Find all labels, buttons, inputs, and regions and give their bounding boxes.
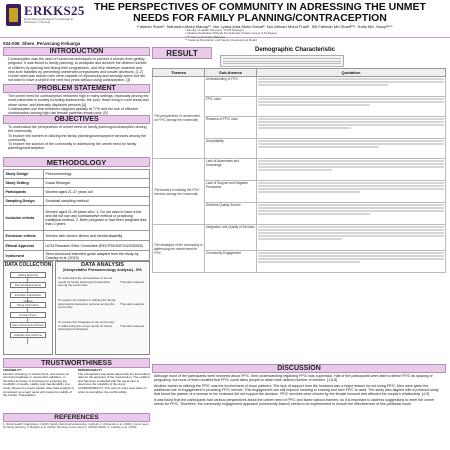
logo-tagline: Empowering Research Knowledge & Kindness in Society	[24, 17, 73, 25]
subtheme-cell: Community Engagement	[205, 251, 257, 273]
subtheme-cell: Lack of Awareness and Knowledge	[205, 159, 257, 181]
data-analysis-heading: DATA ANALYSIS	[81, 262, 124, 268]
trustworthiness-heading: TRUSTWORTHINESS	[3, 358, 150, 368]
results-table	[152, 68, 446, 273]
introduction-text	[3, 57, 150, 83]
logo-mark-icon	[6, 4, 21, 26]
analysis-method: Thematic analysis	[120, 280, 145, 284]
data-collection-step: Analysis and Outcome	[10, 332, 46, 338]
introduction-point: • Unmet need was women who were capable of reproducing and sexually active but did not want to have a child in the next two years without using contraception. [3]	[8, 74, 150, 83]
objectives-text	[3, 125, 150, 151]
methodology-value: UiTM Research Ethic Committee (REC/FSK/MF/2023/00000)	[44, 241, 150, 251]
subtheme-cell: FP/C uses	[205, 97, 257, 117]
subtheme-cell: Integration and Quality of Services	[205, 225, 257, 251]
methodology-key: Exclusion criteria	[4, 231, 44, 241]
methodology-key: Participants	[4, 188, 44, 197]
data-collection-step: Ethics Approval	[10, 272, 46, 278]
authors: Fatimah Shem¹, Maharani Abdul Manap²*, Nur Lyana Aida Abdul Hanaf¹, Nur Afrinah Mohd Fuad¹, Siti Fatimah Md Sharif³**, Sofia Md. Yusop²***	[137, 24, 393, 29]
methodology-heading: METHODOLOGY	[3, 157, 150, 167]
objective-point: • To explore the barriers in utilizing the family planning/contraceptive services among the community.	[8, 134, 150, 143]
problem-text	[3, 94, 150, 115]
analysis-objective: To understand the perspectives of unmet needs for family planning/contraception among the community.	[58, 276, 113, 288]
poster-id: 034-036_Shem_Perancang Keluarga	[3, 41, 81, 46]
methodology-value: Semi-structured interview guide adapted from the study by Crawley et al. (2019)	[44, 251, 150, 261]
quote-cell	[257, 77, 446, 97]
trust-credibility	[3, 369, 75, 398]
result-heading: RESULT	[152, 47, 212, 59]
analysis-method: Thematic analysis	[120, 324, 145, 328]
problem-heading: PROBLEM STATEMENT	[3, 84, 150, 93]
theme-cell: The perspectives of unmet need on FP/C among the community	[153, 77, 205, 159]
trust-dependability	[78, 369, 150, 394]
subtheme-cell: Reasons of FP/C uses	[205, 117, 257, 139]
analysis-objective: To explore the strategies of the community in addressing the unmet needs for family planning/contraception.	[58, 320, 115, 332]
demographic-row	[223, 61, 341, 62]
methodology-value: Women aged 21-49 years who: 1. Do not want to have a kid and did not use any contraceptive method or practicing traditional method. 2. Been pregnant or had been pregnant less than 3 years	[44, 206, 150, 231]
data-collection-step: Study Information	[10, 302, 46, 308]
table-row	[4, 251, 150, 261]
affiliation-3: ³ *** Open University Malaysia	[185, 34, 226, 39]
subtheme-cell: Understanding of FP/C	[205, 77, 257, 97]
demographic-row	[223, 58, 341, 59]
theme-cell: The barriers in utilizing the FP/C services among the community	[153, 159, 205, 225]
subtheme-cell: Deficient Quality Service	[205, 203, 257, 225]
methodology-value: Women with chronic illness and mental disability	[44, 231, 150, 241]
objective-point: • To understand the perspectives of unmet need on family planning/contraception among the community.	[8, 125, 150, 134]
conference-logo	[6, 3, 85, 29]
problem-point: • Contraceptive use that remained stagnant globally at 77% and the use of effective contraception among high-risk female patients remain poor. [5]	[8, 107, 150, 116]
table-row	[4, 197, 150, 206]
demographic-row	[223, 63, 341, 64]
analysis-method: Thematic analysis	[120, 302, 145, 306]
table-row	[4, 231, 150, 241]
discussion-paragraph: It was found that the participants had various perspectives about the unmet need of FP/C and faced various barriers, so it is important to address suggestions to meet the unmet needs for FP/C. Therefore, the community engagement approach (community-based) needs to be implemented to ensure the effectiveness of this particular issue.	[154, 398, 435, 407]
col-quotation: Quotation	[257, 69, 446, 77]
affiliation-1: ¹ Faculty of Health Sciences, UiTM Selangor	[185, 28, 245, 32]
data-collection-heading: DATA COLLECTION	[4, 262, 52, 268]
subtheme-cell: Acceptability	[205, 139, 257, 159]
discussion-paragraph: Although most of the participants were informed about FP/C, their understanding regarding FP/C was superficial. Half of the participants were able to define FP/C as spacing of pregnancy, but none of them recalled that FP/C could allow people to attain their desired number of children. [1,6,8]	[154, 374, 433, 383]
table-row	[153, 225, 446, 251]
methodology-value: Snowball sampling method	[44, 197, 150, 206]
credibility-text: Member checking, in verbal check, was known as informant feedback or respondent validation, in checking accuracy. A technique for exploring the credibility of results, validity and transferability of a study. Review for expert panels. After data analysis is completed, an expert panel will review the validity of the results. Triangulation.	[3, 371, 74, 398]
poster-title: THE PERSPECTIVES OF COMMUNITY IN ADRESSING THE UNMET NEEDS FOR FAMILY PLANNING/CONTRACEPTION	[94, 1, 426, 24]
methodology-table	[3, 169, 150, 261]
dependability-title: DEPENDABILITY	[78, 368, 103, 372]
demographic-table	[220, 55, 344, 67]
affiliations	[185, 29, 345, 43]
problem-point: • The unmet need for contraception remained high in many settings, especially among the most vulnerable in society including adolescents, the poor, those living in rural areas and urban slums, and internally displaced persons [4]	[8, 94, 150, 107]
table-row	[153, 77, 446, 97]
data-collection-step: Consent Form	[10, 312, 46, 318]
methodology-value: Women aged 21-47 years old	[44, 188, 150, 197]
methodology-value: Phenomenology	[44, 170, 150, 179]
data-collection-step: Recruit Respondents	[10, 282, 46, 288]
theme-cell: The strategies of the community in addressing the unmet need for FP/C	[153, 225, 205, 273]
table-row	[4, 241, 150, 251]
credibility-title: CREDIBILITY	[3, 368, 22, 372]
table-row	[4, 170, 150, 179]
quote-cell	[257, 203, 446, 225]
table-row	[4, 206, 150, 231]
poster-header	[0, 0, 450, 43]
quote-cell	[257, 181, 446, 203]
discussion-heading: DISCUSSION	[152, 364, 446, 373]
objective-point: • To explore the solution of the community in addressing the unmet need for family planning/contraception.	[8, 142, 150, 151]
affiliation-2: ² Jabatan Kesihatan Wilayah Persekutuan Kuala Lumpur & Putrajaya	[185, 31, 277, 36]
discussion-paragraph: Another barrier to utilizing the FP/C was the involvement of close partners. The lack of support from the husband was a major reason for not using FP/C. Men were given the traditional role of engagement in providing FP/C service. This engagement can still improve meeting or sharing and then FP/C is used. The study also aligned with a previous study that found the partner of a woman or her husband did not support the decision. FP/C services were chosen by the female focused and affected the couple's relationship. [4,9]	[154, 383, 439, 397]
methodology-key: Ethical Approval	[4, 241, 44, 251]
logo-wordmark: ERKKS25	[24, 3, 85, 18]
introduction-point: • Contraception was the used of numerous techniques to prevent a woman from getting pregnant. It was linked to family planning, to anticipate and achieve the desired number of children by spacing and timing their pregnancies, and help minimize maternal and new-born fatalities by preventing unintended pregnancies and unsafe abortions. [1,2]	[8, 57, 150, 74]
table-row	[153, 159, 446, 181]
col-themes: Themes	[153, 69, 205, 77]
subtheme-cell: Lack of Support and Negative Perception	[205, 181, 257, 203]
quote-cell	[257, 225, 446, 251]
table-row	[4, 188, 150, 197]
methodology-key: Study Design	[4, 170, 44, 179]
col-subthemes: Sub-themes	[205, 69, 257, 77]
objectives-heading: OBJECTIVES	[3, 115, 150, 124]
dependability-text: The researchers was audio-taped with the transcribed data for the accuracy of the transcription. The codified and has been evaluated with the supervisor to determine the reliability of the study. CONFIRMABILITY: Two sets of notes were taken in order to strengthen the confirmability.	[78, 371, 150, 394]
methodology-key: Sampling Design	[4, 197, 44, 206]
methodology-key: Inclusion criteria	[4, 206, 44, 231]
references-text: 1. World Health Organization. (2023). Family planning/contraception methods. 2. Ahinkorah et al. (2020). Unmet need for family planning. 3. Bradley et al. (2012). Revising unmet need. 4. UNFPA (2022). 5. Crawley et al. (2019).	[3, 422, 149, 430]
demographic-row	[223, 66, 341, 67]
data-collection-step: Semi-structured Interview	[10, 322, 46, 328]
demographic-heading: Demographic Characteristic	[254, 47, 336, 53]
affiliation-4: ** National Population and Family Development Board	[185, 38, 258, 43]
quote-cell	[257, 159, 446, 181]
discussion-text	[154, 374, 444, 406]
introduction-heading: INTRODUCTION	[3, 47, 150, 56]
quote-cell	[257, 139, 446, 159]
table-row	[4, 179, 150, 188]
data-analysis-subheading: (Interpretative Phenomenology Analysis) - IPA	[63, 268, 142, 272]
data-collection-step: Inclusion & Exclusion Criteria	[10, 292, 46, 298]
methodology-value: Kuala Selangor	[44, 179, 150, 188]
analysis-objective: To explore the barriers in utilizing the family planning/contraceptive services among the community.	[58, 298, 116, 310]
table-header-row	[153, 69, 446, 77]
quote-cell	[257, 251, 446, 273]
methodology-key: Instrument	[4, 251, 44, 261]
quote-cell	[257, 117, 446, 139]
quote-cell	[257, 97, 446, 117]
methodology-key: Study Setting	[4, 179, 44, 188]
references-heading: REFERENCES	[3, 413, 150, 422]
